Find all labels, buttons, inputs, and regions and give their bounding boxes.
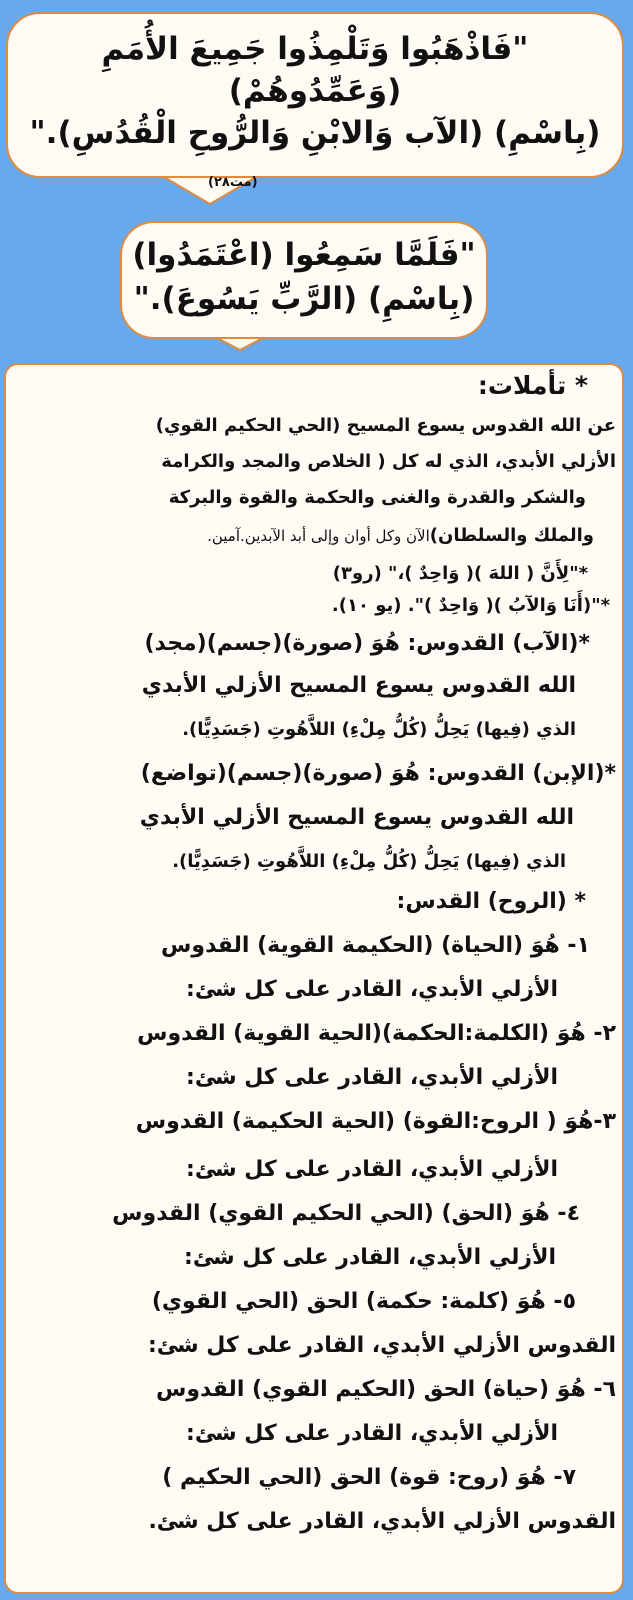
list-item: ٣-هُوَ ( الروح:القوة) (الحية الحكيمة) القدوس <box>135 1109 616 1134</box>
list-item: الأزلي الأبدي، القادر على كل شئ: <box>186 1157 558 1182</box>
bubble-line: "فَاذْهَبُوا وَتَلْمِذُوا جَمِيعَ الأُمَمِ <box>101 31 529 67</box>
section-heading: * تأملات: <box>477 371 588 400</box>
text-line: والشكر والقدرة والغنى والحكمة والقوة والبركة <box>168 487 586 508</box>
list-item: ٧- هُوَ (روح: قوة) الحق (الحي الحكيم ) <box>162 1465 576 1490</box>
list-item: ٤- هُوَ (الحق) (الحي الحكيم القوي) القدوس <box>112 1201 580 1226</box>
list-item: القدوس الأزلي الأبدي، القادر على كل شئ. <box>148 1509 616 1534</box>
text-line: الأزلي الأبدي، الذي له كل ( الخلاص والمجد والكرامة <box>161 451 616 472</box>
list-item: الأزلي الأبدي، القادر على كل شئ: <box>184 1245 556 1270</box>
scripture-bubble-matthew <box>6 12 624 190</box>
list-item: الأزلي الأبدي، القادر على كل شئ: <box>186 977 558 1002</box>
list-item: ٢- هُوَ (الكلمة:الحكمة)(الحية القوية) القدوس <box>137 1021 616 1046</box>
text-span: الآن وكل أوان وإلى أبد الآبدين.آمين. <box>207 527 430 545</box>
list-item: ٥- هُوَ (كلمة: حكمة) الحق (الحي القوي) <box>151 1289 576 1314</box>
text-line <box>6 525 600 546</box>
text-span: والملك والسلطان) <box>429 525 594 546</box>
section-heading: * (الروح) القدس: <box>396 889 586 914</box>
scripture-bubble-acts <box>120 221 488 339</box>
text-line: عن الله القدوس يسوع المسيح (الحي الحكيم القوي) <box>155 415 616 436</box>
bubble-line: "فَلَمَّا سَمِعُوا (اعْتَمَدُوا) <box>132 237 476 273</box>
bubble-line: (وَعَمِّدُوهُمْ) <box>228 73 402 109</box>
list-item: ٦- هُوَ (حياة) الحق (الحكيم القوي) القدوس <box>155 1377 616 1402</box>
text-line: الذي (فِيها) يَحِلُّ (كُلُّ مِلْءِ) اللاَّهُوتِ (جَسَدِيًّا). <box>182 719 576 740</box>
bubble-line: (بِاسْمِ) (الآب وَالابْنِ وَالرُّوحِ الْقُدُسِ)." <box>29 115 601 151</box>
list-item: القدوس الأزلي الأبدي، القادر على كل شئ: <box>148 1333 616 1358</box>
bubble-line: (بِاسْمِ) (الرَّبِّ يَسُوعَ)." <box>133 281 475 317</box>
verse-line: *"لِأَنَّ ( اللهَ )( وَاحِدٌ )،" (رو٣) <box>332 563 588 584</box>
text-line: *(الإبن) القدوس: هُوَ (صورة)(جسم)(تواضع) <box>140 761 616 786</box>
list-item: ١- هُوَ (الحياة) (الحكيمة القوية) القدوس <box>161 933 590 958</box>
reflections-panel <box>4 363 624 1594</box>
list-item: الأزلي الأبدي، القادر على كل شئ: <box>186 1065 558 1090</box>
list-item: الأزلي الأبدي، القادر على كل شئ: <box>186 1421 558 1446</box>
text-line: الله القدوس يسوع المسيح الأزلي الأبدي <box>141 673 576 698</box>
text-line: الذي (فِيها) يَحِلُّ (كُلُّ مِلْءِ) اللاَّهُوتِ (جَسَدِيًّا). <box>172 851 566 872</box>
verse-line: *"(أَنَا وَالآبُ )( وَاحِدٌ )". (يو ١٠). <box>331 595 610 616</box>
text-line: الله القدوس يسوع المسيح الأزلي الأبدي <box>139 805 574 830</box>
scripture-reference: (مت٢٨) <box>208 175 258 190</box>
text-line: *(الآب) القدوس: هُوَ (صورة)(جسم)(مجد) <box>144 631 590 656</box>
